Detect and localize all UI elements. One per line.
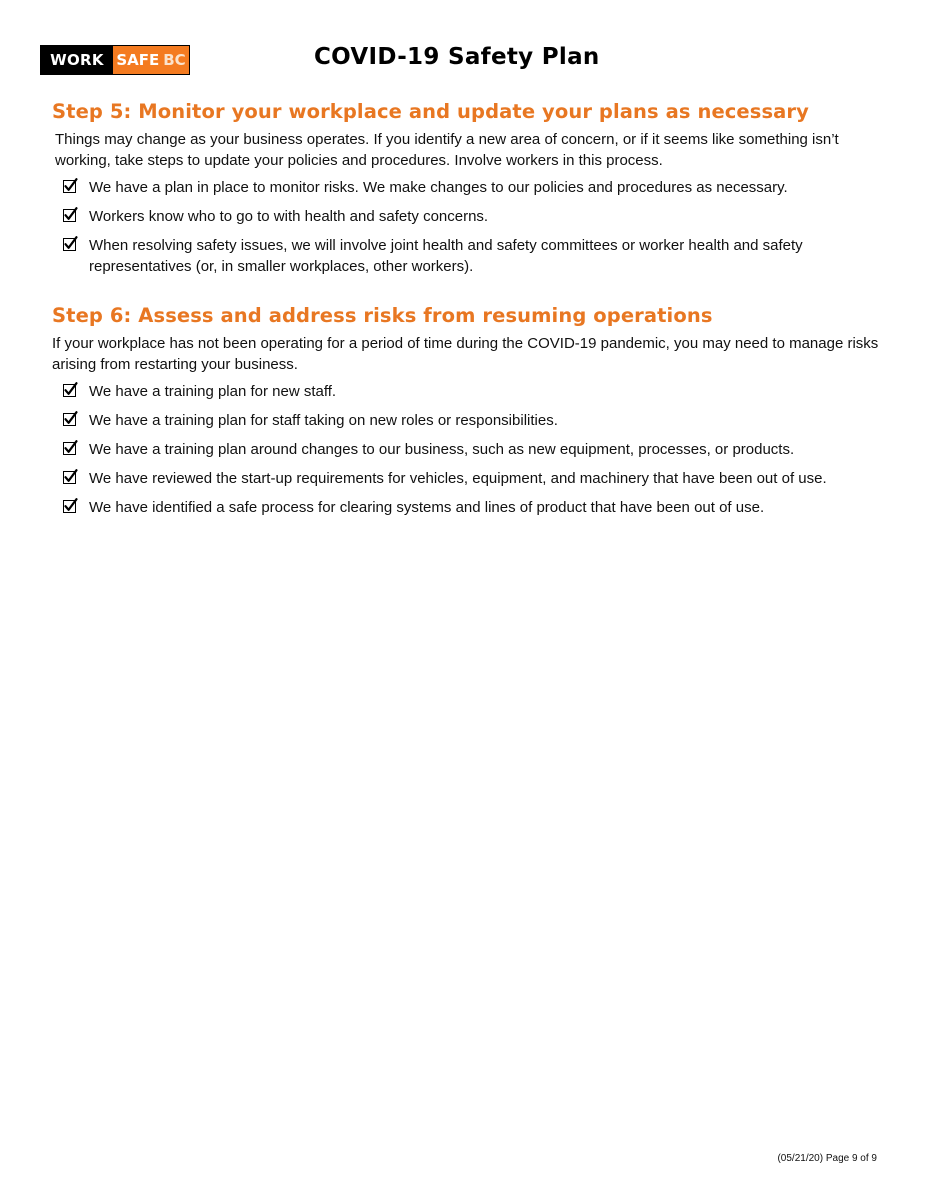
checklist-item-text: Workers know who to go to with health and safety concerns.	[89, 208, 489, 225]
document-title: COVID-19 Safety Plan	[314, 44, 600, 70]
checkbox-checked-icon[interactable]	[63, 238, 76, 251]
checklist-item	[52, 381, 882, 402]
step5-section	[52, 100, 882, 285]
checklist-item	[52, 235, 882, 277]
checkbox-checked-icon[interactable]	[63, 442, 76, 455]
checkbox-checked-icon[interactable]	[63, 384, 76, 397]
page-footer: (05/21/20) Page 9 of 9	[777, 1153, 877, 1164]
checkbox-checked-icon[interactable]	[63, 500, 76, 513]
checkbox-checked-icon[interactable]	[63, 471, 76, 484]
step6-heading: Step 6: Assess and address risks from resuming operations	[52, 304, 713, 327]
step6-section	[52, 304, 882, 526]
checklist-item	[52, 206, 882, 227]
checklist-item	[52, 439, 882, 460]
logo-bc-text: BC	[163, 51, 186, 69]
checklist-item	[52, 410, 882, 431]
step5-checklist	[52, 177, 882, 277]
checklist-item	[52, 177, 882, 198]
checklist-item-text: We have reviewed the start-up requirements for vehicles, equipment, and machinery that have been out of use.	[89, 470, 827, 487]
checklist-item-text: We have a training plan for new staff.	[89, 383, 337, 400]
worksafebc-logo	[40, 45, 190, 75]
checklist-item	[52, 468, 882, 489]
step6-intro: If your workplace has not been operating for a period of time during the COVID-19 pandemic, you may need to manage risks arising from restarting your business.	[52, 335, 879, 373]
checklist-item-text: When resolving safety issues, we will involve joint health and safety committees or worker health and safety representatives (or, in smaller workplaces, other workers).	[89, 237, 803, 275]
checkbox-checked-icon[interactable]	[63, 413, 76, 426]
logo-work-text: WORK	[41, 46, 113, 74]
checklist-item	[52, 497, 882, 518]
checklist-item-text: We have a training plan for staff taking on new roles or responsibilities.	[89, 412, 558, 429]
checklist-item-text: We have a training plan around changes to our business, such as new equipment, processes, or products.	[89, 441, 795, 458]
checklist-item-text: We have a plan in place to monitor risks. We make changes to our policies and procedures as necessary.	[89, 179, 788, 196]
checkbox-checked-icon[interactable]	[63, 209, 76, 222]
step5-intro: Things may change as your business operates. If you identify a new area of concern, or if it seems like something isn’t working, take steps to update your policies and procedures. Involve workers in this process.	[55, 131, 839, 169]
checkbox-checked-icon[interactable]	[63, 180, 76, 193]
step5-heading: Step 5: Monitor your workplace and update your plans as necessary	[52, 100, 809, 123]
checklist-item-text: We have identified a safe process for clearing systems and lines of product that have been out of use.	[89, 499, 765, 516]
step6-checklist	[52, 381, 882, 518]
logo-safe-text: SAFE	[116, 51, 160, 69]
logo-safe-block	[113, 46, 189, 74]
